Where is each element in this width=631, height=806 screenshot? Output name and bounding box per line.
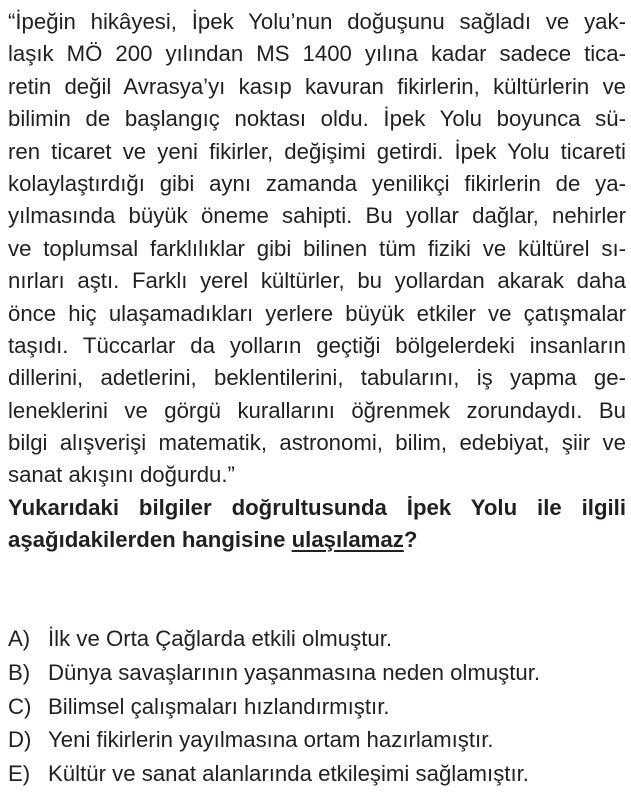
option-letter: A) — [8, 626, 31, 651]
question-line-2-suffix: ? — [403, 527, 418, 553]
option-letter: E) — [8, 761, 31, 787]
option-letter: B) — [8, 659, 31, 685]
question-line-1: Yukarıdaki bilgiler doğrultusunda İpek Yolu ile ilgili — [8, 494, 626, 520]
option-letter: C) — [8, 693, 32, 719]
passage-line: nırları aştı. Farklı yerel kültürler, bu yollardan akarak daha — [8, 268, 626, 294]
passage-line: bilgi alışverişi matematik, astronomi, bilim, edebiyat, şiir ve — [8, 430, 626, 456]
passage-line: kolaylaştırdığı gibi aynı zamanda yenilikçi fikirlerin de ya- — [8, 170, 626, 196]
passage-line: ve toplumsal farklılıklar gibi bilinen tüm fiziki ve kültürel sı- — [8, 235, 626, 261]
option-b[interactable] — [8, 656, 626, 690]
passage-line: “İpeğin hikâyesi, İpek Yolu’nun doğuşunu sağladı ve yak- — [8, 9, 626, 34]
passage-line: bilimin de başlangıç noktası oldu. İpek Yolu boyunca sü- — [8, 106, 626, 132]
option-text: Kültür ve sanat alanlarında etkileşimi sağlamıştır. — [48, 761, 529, 787]
passage-line: dillerini, adetlerini, beklentilerini, tabularını, iş yapma ge- — [8, 365, 626, 391]
option-text: Yeni fikirlerin yayılmasına ortam hazırlamıştır. — [48, 727, 494, 753]
option-letter: D) — [8, 727, 32, 753]
question-stem — [8, 492, 626, 557]
passage-line: retin değil Avrasya’yı kasıp kavuran fikirlerin, kültürlerin ve — [8, 73, 626, 99]
passage-line: ren ticaret ve yeni fikirler, değişimi getirdi. İpek Yolu ticareti — [8, 138, 626, 164]
passage-line: önce hiç ulaşamadıkları yerlere büyük etkiler ve çatışmalar — [8, 300, 626, 326]
option-a[interactable] — [8, 622, 626, 656]
question-line-2 — [8, 524, 626, 556]
passage-line: taşıdı. Tüccarlar da yolların geçtiği bölgelerdeki insanların — [8, 332, 626, 358]
passage-line: sanat akışını doğurdu.” — [8, 462, 235, 488]
answer-options — [8, 622, 626, 791]
option-e[interactable] — [8, 757, 626, 791]
option-c[interactable] — [8, 690, 626, 724]
option-text: Bilimsel çalışmaları hızlandırmıştır. — [48, 693, 390, 719]
question-emphasis: ulaşılamaz — [291, 527, 404, 553]
question-page — [8, 6, 626, 557]
question-line-2-prefix: aşağıdakilerden hangisine — [8, 527, 292, 553]
passage-line: leneklerini ve görgü kurallarını öğrenmek zorundaydı. Bu — [8, 397, 626, 423]
passage — [8, 6, 626, 492]
option-d[interactable] — [8, 723, 626, 757]
passage-line: yılmasında büyük öneme sahipti. Bu yollar dağlar, nehirler — [8, 203, 626, 229]
passage-line: laşık MÖ 200 yılından MS 1400 yılına kadar sadece tica- — [8, 41, 626, 67]
option-text: Dünya savaşlarının yaşanmasına neden olmuştur. — [48, 659, 541, 685]
option-text: İlk ve Orta Çağlarda etkili olmuştur. — [48, 626, 393, 651]
